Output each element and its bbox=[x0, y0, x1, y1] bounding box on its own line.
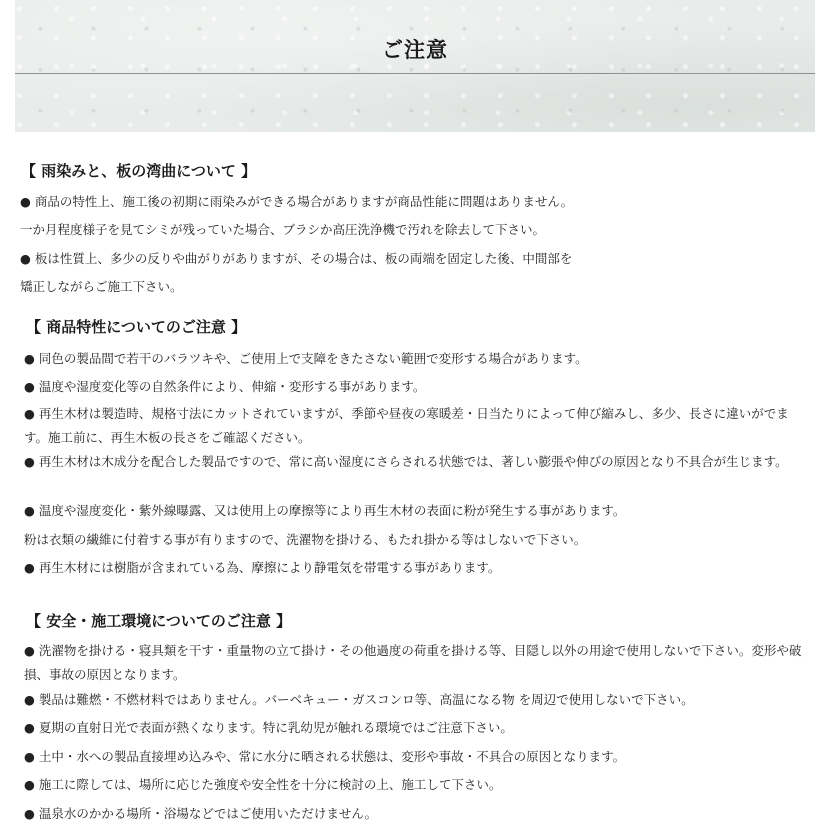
section-heading-rain-stains: 【 雨染みと、板の湾曲について 】 bbox=[21, 162, 257, 180]
header-divider bbox=[15, 73, 815, 74]
notice-line: ● 再生木材は製造時、規格寸法にカットされていますが、季節や昼夜の寒暖差・日当たりによって伸び縮みし、多少、長さに違いがでます。施工前に、再生木板の長さをご確認ください。 bbox=[24, 406, 789, 445]
notice-line: ● 温度や湿度変化等の自然条件により、伸縮・変形する事があります。 bbox=[24, 379, 426, 394]
notice-line: ● 土中・水への製品直接埋め込みや、常に水分に晒される状態は、変形や事故・不具合の原因となります。 bbox=[24, 749, 626, 764]
notice-line: ● 施工に際しては、場所に応じた強度や安全性を十分に検討の上、施工して下さい。 bbox=[24, 777, 502, 792]
notice-line: ● 夏期の直射日光で表面が熱くなります。特に乳幼児が触れる環境ではご注意下さい。 bbox=[24, 720, 513, 735]
section-heading-safety: 【 安全・施工環境についてのご注意 】 bbox=[26, 612, 292, 630]
notice-line: 粉は衣類の繊維に付着する事が有りますので、洗濯物を掛ける、もたれ掛かる等はしないで下さい。 bbox=[24, 532, 587, 547]
notice-line: ● 再生木材は木成分を配合した製品ですので、常に高い湿度にさらされる状態では、著しい膨張や伸びの原因となり不具合が生じます。 bbox=[24, 454, 788, 469]
notice-line: ● 同色の製品間で若干のバラツキや、ご使用上で支障をきたさない範囲で変形する場合があります。 bbox=[24, 351, 588, 366]
notice-line: ● 再生木材には樹脂が含まれている為、摩擦により静電気を帯電する事があります。 bbox=[24, 560, 501, 575]
page-title: ご注意 bbox=[382, 38, 448, 62]
notice-line: ● 温泉水のかかる場所・浴場などではご使用いただけません。 bbox=[24, 806, 378, 821]
notice-line: ● 製品は難燃・不燃材料ではありません。バーベキュー・ガスコンロ等、高温になる物 を周辺で使用しないで下さい。 bbox=[24, 692, 694, 707]
notice-line: ● 温度や湿度変化・紫外線曝露、又は使用上の摩擦等により再生木材の表面に粉が発生する事があります。 bbox=[24, 503, 626, 518]
notice-line: 矯正しながらご施工下さい。 bbox=[20, 279, 183, 294]
notice-line: 一か月程度様子を見てシミが残っていた場合、ブラシか高圧洗浄機で汚れを除去して下さい。 bbox=[20, 222, 546, 237]
header-banner bbox=[15, 0, 815, 132]
section-heading-product-characteristics: 【 商品特性についてのご注意 】 bbox=[26, 318, 247, 336]
notice-line: ● 商品の特性上、施工後の初期に雨染みができる場合がありますが商品性能に問題はありません。 bbox=[20, 194, 574, 209]
notice-line: ● 板は性質上、多少の反りや曲がりがありますが、その場合は、板の両端を固定した後、中間部を bbox=[20, 251, 573, 266]
notice-line: ● 洗濯物を掛ける・寝具類を干す・重量物の立て掛け・その他過度の荷重を掛ける等、目隠し以外の用途で使用しないで下さい。変形や破損、事故の原因となります。 bbox=[24, 643, 802, 682]
